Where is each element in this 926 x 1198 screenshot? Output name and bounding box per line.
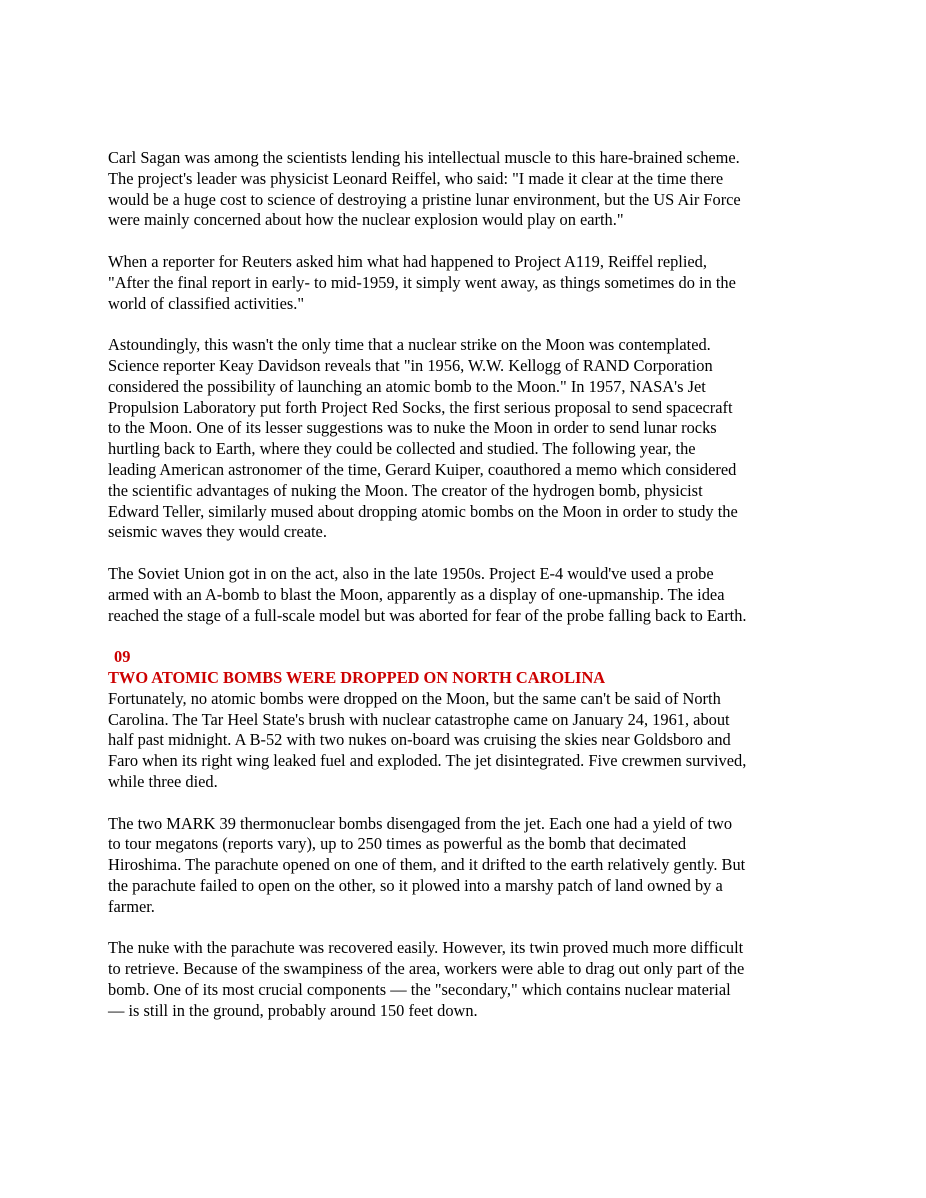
section-number: 09: [114, 647, 131, 667]
paragraph-sagan-reiffel: Carl Sagan was among the scientists lending his intellectual muscle to this hare-brained scheme. The project's leader was physicist Leonard Reiffel, who said: "I made it clear at the time there would be a huge cost to science of destroying a pristine lunar environment, but the US Air Force were mainly concerned about how the nuclear explosion would play on earth.": [108, 148, 741, 230]
section-09: [108, 647, 820, 1021]
paragraph-goldsboro-crash: Fortunately, no atomic bombs were dropped on the Moon, but the same can't be said of North Carolina. The Tar Heel State's brush with nuclear catastrophe came on January 24, 1961, about half past midnight. A B-52 with two nukes on-board was cruising the skies near Goldsboro and Faro when its right wing leaked fuel and exploded. The jet disintegrated. Five crewmen survived, while three died.: [108, 688, 747, 791]
paragraph-mark-39-bombs: The two MARK 39 thermonuclear bombs disengaged from the jet. Each one had a yield of two to tour megatons (reports vary), up to 250 times as powerful as the bomb that decimated Hiroshima. The parachute opened on one of them, and it drifted to the earth relatively gently. But the parachute failed to open on the other, so it plowed into a marshy patch of land owned by a farmer.: [108, 813, 746, 916]
paragraph-bomb-recovery: The nuke with the parachute was recovered easily. However, its twin proved much more difficult to retrieve. Because of the swampiness of the area, workers were able to drag out only part of the bomb. One of its most crucial components — the "secondary," which contains nuclear material — is still in the ground, probably around 150 feet down.: [108, 938, 745, 1020]
paragraph-soviet-project-e4: The Soviet Union got in on the act, also in the late 1950s. Project E-4 would've used a probe armed with an A-bomb to blast the Moon, apparently as a display of one-upmanship. The idea reached the stage of a full-scale model but was aborted for fear of the probe falling back to Earth.: [108, 563, 747, 625]
paragraph-nuclear-moon-proposals: Astoundingly, this wasn't the only time that a nuclear strike on the Moon was contemplated. Science reporter Keay Davidson reveals that "in 1956, W.W. Kellogg of RAND Corporation considered the possibility of launching an atomic bomb to the Moon." In 1957, NASA's Jet Propulsion Laboratory put forth Project Red Socks, the first serious proposal to send spacecraft to the Moon. One of its lesser suggestions was to nuke the Moon in order to send lunar rocks hurtling back to Earth, where they could be collected and studied. The following year, the leading American astronomer of the time, Gerard Kuiper, coauthored a memo which considered the scientific advantages of nuking the Moon. The creator of the hydrogen bomb, physicist Edward Teller, similarly mused about dropping atomic bombs on the Moon in order to study the seismic waves they would create.: [108, 335, 738, 542]
paragraph-reuters-quote: When a reporter for Reuters asked him what had happened to Project A119, Reiffel replied, "After the final report in early- to mid-1959, it simply went away, as things sometimes do in the world of classified activities.": [108, 251, 736, 313]
document-page: [108, 148, 820, 1042]
section-title: TWO ATOMIC BOMBS WERE DROPPED ON NORTH CAROLINA: [108, 667, 606, 687]
section-body: [108, 689, 820, 1022]
